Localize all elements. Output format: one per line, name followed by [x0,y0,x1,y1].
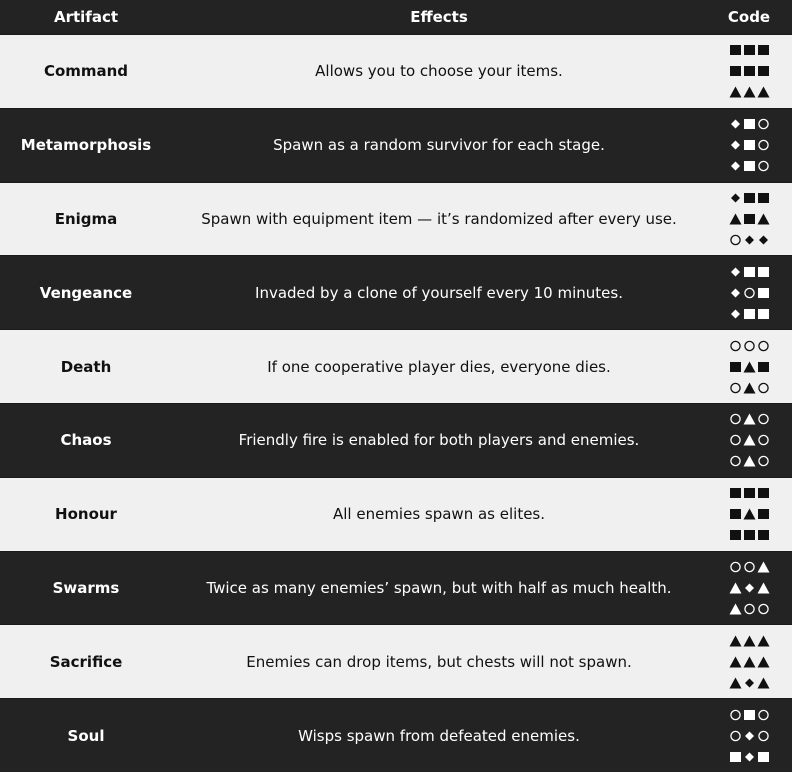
circle-icon [743,561,756,573]
square-icon [757,308,770,320]
triangle-icon [729,213,742,225]
circle-icon [757,160,770,172]
artifact-effect: If one cooperative player dies, everyone dies. [267,357,611,376]
table-row [0,182,792,256]
triangle-icon [729,635,742,647]
code-grid [729,413,770,467]
code-line [729,65,770,77]
triangle-icon [743,455,756,467]
code-grid [729,192,770,246]
triangle-icon [757,656,770,668]
triangle-icon [757,213,770,225]
artifact-name: Soul [67,726,105,745]
square-icon [729,44,742,56]
table-body [0,34,792,772]
square-icon [743,529,756,541]
code-line [729,118,770,130]
square-icon [729,65,742,77]
code-line [729,656,770,668]
code-line [729,603,770,615]
artifact-name: Swarms [52,578,120,597]
code-line [729,582,770,594]
code-line [729,287,770,299]
circle-icon [729,434,742,446]
table-row [0,477,792,551]
diamond-icon [729,118,742,130]
code-grid [729,709,770,763]
artifact-name: Metamorphosis [20,136,152,155]
square-icon [743,266,756,278]
circle-icon [729,340,742,352]
square-icon [729,508,742,520]
code-line [729,730,770,742]
circle-icon [757,455,770,467]
diamond-icon [743,677,756,689]
artifact-effect: Invaded by a clone of yourself every 10 minutes. [255,283,623,302]
square-icon [757,361,770,373]
artifact-name: Enigma [54,209,118,228]
circle-icon [757,382,770,394]
circle-icon [757,730,770,742]
table-row [0,34,792,108]
code-grid [729,635,770,689]
square-icon [757,487,770,499]
circle-icon [757,434,770,446]
code-line [729,213,770,225]
code-line [729,455,770,467]
code-line [729,192,770,204]
triangle-icon [743,508,756,520]
circle-icon [729,455,742,467]
artifact-name: Command [43,62,129,81]
artifact-code [706,561,792,615]
square-icon [743,118,756,130]
triangle-icon [743,635,756,647]
code-line [729,751,770,763]
circle-icon [743,603,756,615]
code-grid [729,118,770,172]
code-line [729,340,770,352]
triangle-icon [743,656,756,668]
circle-icon [729,730,742,742]
circle-icon [743,340,756,352]
triangle-icon [729,677,742,689]
code-grid [729,340,770,394]
triangle-icon [757,86,770,98]
code-line [729,487,770,499]
diamond-icon [743,751,756,763]
code-line [729,508,770,520]
header-code: Code [727,8,771,26]
code-line [729,234,770,246]
code-line [729,86,770,98]
circle-icon [757,139,770,151]
table-row [0,108,792,182]
diamond-icon [743,234,756,246]
square-icon [757,751,770,763]
circle-icon [757,340,770,352]
artifact-effect: Allows you to choose your items. [315,62,563,81]
artifact-code [706,487,792,541]
table-row [0,698,792,772]
square-icon [757,287,770,299]
triangle-icon [743,361,756,373]
triangle-icon [743,86,756,98]
diamond-icon [757,234,770,246]
artifact-name: Honour [55,505,117,524]
artifact-code [706,635,792,689]
artifact-name: Sacrifice [49,652,123,671]
code-grid [729,266,770,320]
code-line [729,44,770,56]
table-row [0,624,792,698]
artifact-code [706,118,792,172]
circle-icon [729,561,742,573]
square-icon [743,308,756,320]
triangle-icon [757,677,770,689]
table-row [0,329,792,403]
code-line [729,413,770,425]
artifact-code [706,266,792,320]
code-line [729,361,770,373]
code-line [729,382,770,394]
circle-icon [729,709,742,721]
artifact-effect: Spawn with equipment item — it’s randomized after every use. [201,209,677,228]
table-row [0,255,792,329]
artifact-code [706,44,792,98]
diamond-icon [729,160,742,172]
diamond-icon [743,730,756,742]
code-grid [729,487,770,541]
artifact-name: Chaos [60,431,112,450]
artifact-name: Vengeance [39,283,133,302]
code-line [729,139,770,151]
square-icon [729,487,742,499]
square-icon [743,65,756,77]
artifact-effect: Spawn as a random survivor for each stage. [273,136,605,155]
square-icon [757,44,770,56]
code-line [729,266,770,278]
artifact-code [706,709,792,763]
square-icon [743,160,756,172]
square-icon [743,139,756,151]
square-icon [743,213,756,225]
circle-icon [729,234,742,246]
code-grid [729,44,770,98]
artifact-effect: Friendly fire is enabled for both players and enemies. [238,431,640,450]
table-row [0,403,792,477]
triangle-icon [729,86,742,98]
circle-icon [757,118,770,130]
code-line [729,434,770,446]
diamond-icon [729,266,742,278]
triangle-icon [729,582,742,594]
artifact-code [706,340,792,394]
artifact-effect: Enemies can drop items, but chests will not spawn. [246,652,632,671]
square-icon [743,44,756,56]
artifact-effect: Wisps spawn from defeated enemies. [298,726,580,745]
header-artifact: Artifact [53,8,119,26]
circle-icon [743,287,756,299]
table-row [0,551,792,625]
square-icon [743,709,756,721]
circle-icon [729,382,742,394]
artifact-effect: All enemies spawn as elites. [332,505,546,524]
header-effects: Effects [410,8,468,26]
circle-icon [757,413,770,425]
code-grid [729,561,770,615]
circle-icon [729,413,742,425]
square-icon [757,65,770,77]
circle-icon [757,603,770,615]
code-line [729,308,770,320]
triangle-icon [729,603,742,615]
square-icon [729,529,742,541]
diamond-icon [729,139,742,151]
square-icon [743,192,756,204]
square-icon [743,487,756,499]
artifact-code [706,192,792,246]
code-line [729,635,770,647]
code-line [729,160,770,172]
square-icon [757,508,770,520]
artifact-name: Death [60,357,112,376]
circle-icon [757,709,770,721]
triangle-icon [757,582,770,594]
square-icon [757,266,770,278]
diamond-icon [729,308,742,320]
code-line [729,709,770,721]
triangle-icon [729,656,742,668]
triangle-icon [743,413,756,425]
code-line [729,561,770,573]
triangle-icon [743,434,756,446]
triangle-icon [757,561,770,573]
diamond-icon [743,582,756,594]
artifact-effect: Twice as many enemies’ spawn, but with half as much health. [206,578,672,597]
diamond-icon [729,287,742,299]
triangle-icon [757,635,770,647]
square-icon [757,192,770,204]
square-icon [729,361,742,373]
code-line [729,677,770,689]
triangle-icon [743,382,756,394]
table-header [0,0,792,34]
square-icon [757,529,770,541]
code-line [729,529,770,541]
artifact-code [706,413,792,467]
diamond-icon [729,192,742,204]
square-icon [729,751,742,763]
